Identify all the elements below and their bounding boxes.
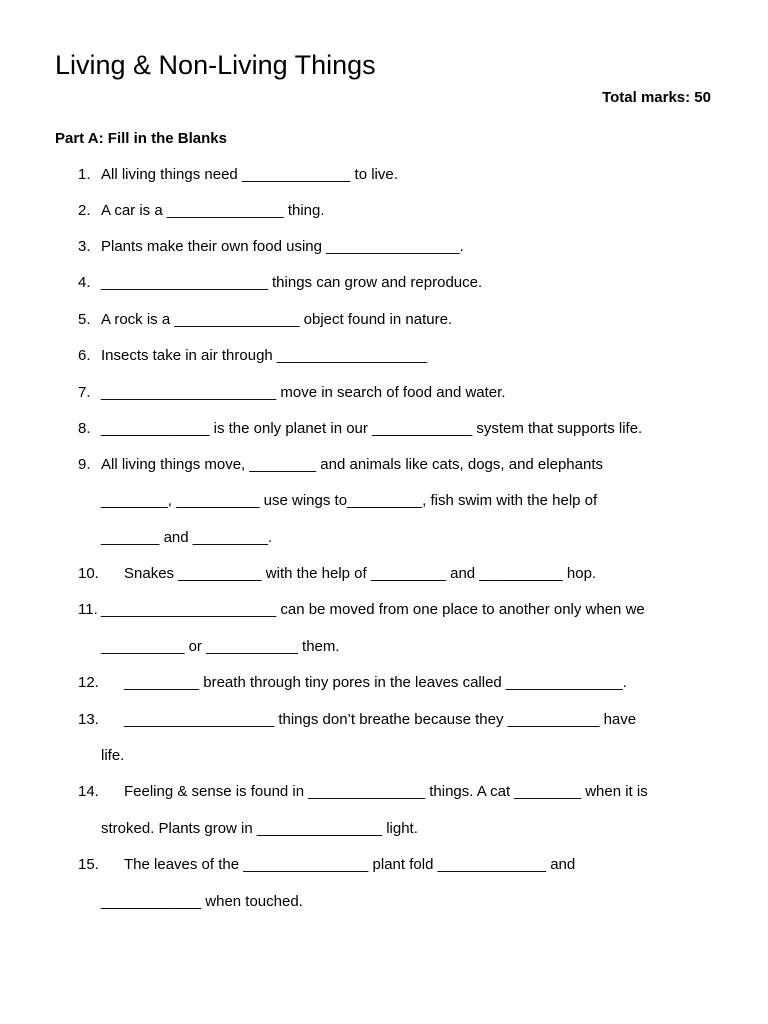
question-text-continued: ________, __________ use wings to_________, fish swim with the help of xyxy=(101,492,598,509)
question-number: 4. xyxy=(78,274,91,291)
question-text-continued: __________ or ___________ them. xyxy=(101,638,340,655)
question-number: 3. xyxy=(78,238,91,255)
total-marks: Total marks: 50 xyxy=(602,89,711,106)
page-title: Living & Non-Living Things xyxy=(55,50,376,80)
question-number: 10. xyxy=(78,565,99,582)
question-text: _________ breath through tiny pores in the leaves called ______________. xyxy=(124,674,627,691)
question-number: 11. xyxy=(78,601,98,618)
question-text-continued: stroked. Plants grow in _______________ light. xyxy=(101,820,418,837)
question-text: Feeling & sense is found in ______________ things. A cat ________ when it is xyxy=(124,783,648,800)
question-number: 15. xyxy=(78,856,99,873)
question-text: A rock is a _______________ object found in nature. xyxy=(101,311,453,328)
question-number: 1. xyxy=(78,166,91,183)
question-text: All living things need _____________ to live. xyxy=(101,166,398,183)
question-number: 13. xyxy=(78,711,99,728)
question-text-continued: life. xyxy=(101,747,125,764)
question-number: 12. xyxy=(78,674,99,691)
question-text: The leaves of the _______________ plant fold _____________ and xyxy=(124,856,576,873)
question-number: 7. xyxy=(78,384,91,401)
section-title: Part A: Fill in the Blanks xyxy=(55,130,227,147)
question-text: _____________ is the only planet in our ____________ system that supports life. xyxy=(101,420,643,437)
question-text: A car is a ______________ thing. xyxy=(101,202,325,219)
question-number: 2. xyxy=(78,202,91,219)
question-text: ____________________ things can grow and reproduce. xyxy=(101,274,483,291)
question-number: 9. xyxy=(78,456,91,473)
question-number: 8. xyxy=(78,420,91,437)
question-text: _____________________ move in search of food and water. xyxy=(101,384,506,401)
question-text-continued: ____________ when touched. xyxy=(101,893,303,910)
question-text: Snakes __________ with the help of _________ and __________ hop. xyxy=(124,565,597,582)
question-text: Insects take in air through __________________ xyxy=(101,347,428,364)
question-text-continued: _______ and _________. xyxy=(101,529,273,546)
question-text: All living things move, ________ and animals like cats, dogs, and elephants xyxy=(101,456,603,473)
question-text: __________________ things don’t breathe because they ___________ have xyxy=(124,711,637,728)
question-number: 14. xyxy=(78,783,99,800)
question-text: Plants make their own food using ________________. xyxy=(101,238,464,255)
question-text: _____________________ can be moved from one place to another only when we xyxy=(101,601,645,618)
question-number: 5. xyxy=(78,311,91,328)
question-number: 6. xyxy=(78,347,91,364)
